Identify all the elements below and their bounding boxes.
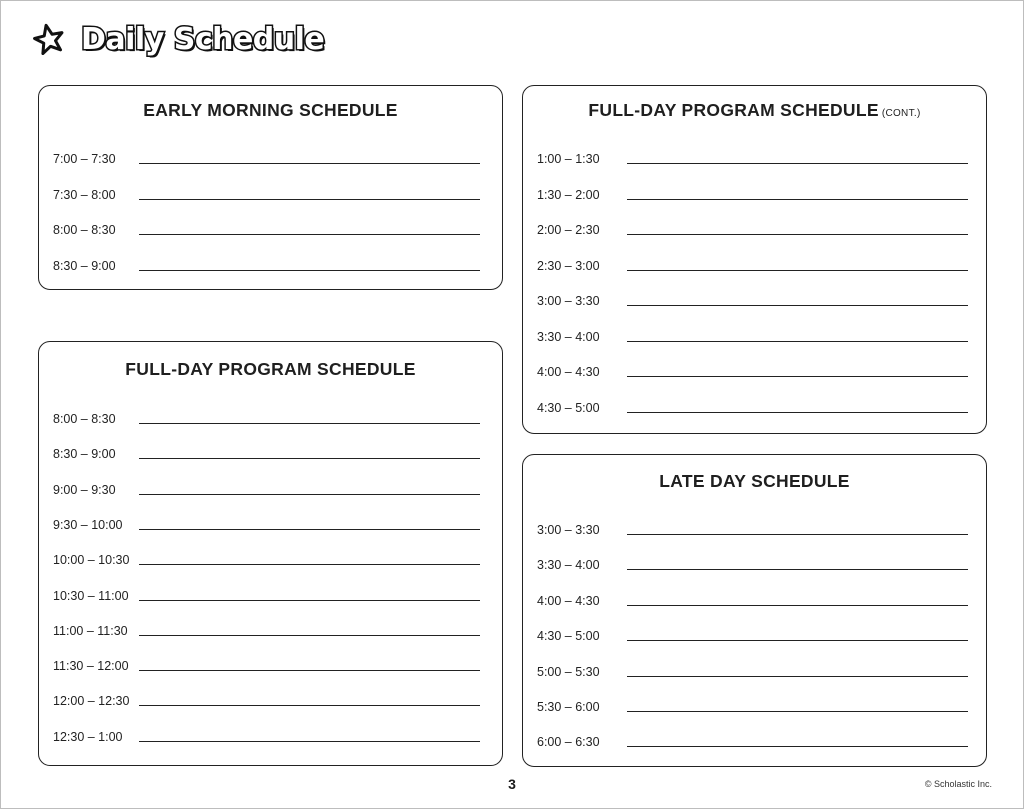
write-in-line[interactable] bbox=[139, 670, 480, 671]
time-slot-label: 3:30 – 4:00 bbox=[537, 329, 600, 344]
time-slot-label: 3:00 – 3:30 bbox=[537, 294, 600, 308]
schedule-row bbox=[39, 447, 502, 467]
write-in-line[interactable] bbox=[139, 635, 480, 636]
write-in-line[interactable] bbox=[139, 564, 480, 565]
schedule-row bbox=[523, 558, 986, 578]
write-in-line[interactable] bbox=[139, 494, 480, 495]
write-in-line[interactable] bbox=[627, 569, 968, 570]
page-header bbox=[33, 18, 324, 60]
time-slot-label: 8:30 – 9:00 bbox=[53, 447, 116, 462]
schedule-row bbox=[39, 624, 502, 644]
star-icon bbox=[33, 23, 65, 55]
write-in-line[interactable] bbox=[627, 305, 968, 306]
early-morning-schedule-box bbox=[38, 85, 503, 290]
time-slot-label: 9:30 – 10:00 bbox=[53, 517, 123, 532]
cont-label: (CONT.) bbox=[881, 108, 921, 119]
write-in-line[interactable] bbox=[627, 534, 968, 535]
time-slot-label: 3:00 – 3:30 bbox=[537, 523, 600, 537]
time-slot-label: 12:30 – 1:00 bbox=[53, 729, 123, 744]
schedule-row bbox=[39, 152, 502, 172]
write-in-line[interactable] bbox=[139, 163, 480, 164]
time-slot-label: 10:30 – 11:00 bbox=[53, 588, 129, 603]
full-day-cont-title-text: FULL-DAY PROGRAM SCHEDULE bbox=[588, 100, 879, 120]
time-slot-label: 4:00 – 4:30 bbox=[537, 365, 600, 379]
late-day-title: LATE DAY SCHEDULE bbox=[659, 471, 850, 491]
schedule-row bbox=[39, 659, 502, 679]
write-in-line[interactable] bbox=[627, 199, 968, 200]
schedule-row bbox=[39, 188, 502, 208]
schedule-row bbox=[523, 594, 986, 614]
write-in-line[interactable] bbox=[627, 746, 968, 747]
schedule-row bbox=[523, 401, 986, 421]
schedule-row bbox=[39, 518, 502, 538]
full-day-schedule-box bbox=[38, 341, 503, 766]
time-slot-label: 4:00 – 4:30 bbox=[537, 593, 600, 608]
time-slot-label: 5:00 – 5:30 bbox=[537, 664, 600, 679]
time-slot-label: 4:30 – 5:00 bbox=[537, 629, 600, 644]
schedule-row bbox=[523, 700, 986, 720]
time-slot-label: 7:30 – 8:00 bbox=[53, 187, 116, 202]
time-slot-label: 4:30 – 5:00 bbox=[537, 400, 600, 415]
schedule-row bbox=[39, 730, 502, 750]
write-in-line[interactable] bbox=[627, 711, 968, 712]
schedule-row bbox=[523, 665, 986, 685]
time-slot-label: 11:00 – 11:30 bbox=[53, 623, 128, 638]
schedule-row bbox=[523, 629, 986, 649]
full-day-title: FULL-DAY PROGRAM SCHEDULE bbox=[125, 359, 416, 379]
schedule-row bbox=[39, 553, 502, 573]
write-in-line[interactable] bbox=[139, 741, 480, 742]
page-number: 3 bbox=[508, 776, 516, 792]
time-slot-label: 2:00 – 2:30 bbox=[537, 223, 600, 237]
write-in-line[interactable] bbox=[139, 423, 480, 424]
write-in-line[interactable] bbox=[627, 376, 968, 377]
write-in-line[interactable] bbox=[139, 270, 480, 271]
schedule-row bbox=[523, 259, 986, 279]
write-in-line[interactable] bbox=[627, 341, 968, 342]
schedule-row bbox=[39, 259, 502, 279]
schedule-row bbox=[39, 483, 502, 503]
schedule-row bbox=[523, 223, 986, 243]
schedule-row bbox=[39, 694, 502, 714]
time-slot-label: 3:30 – 4:00 bbox=[537, 558, 600, 573]
write-in-line[interactable] bbox=[627, 234, 968, 235]
schedule-row bbox=[39, 412, 502, 432]
write-in-line[interactable] bbox=[139, 458, 480, 459]
page-title: Daily Schedule bbox=[81, 21, 325, 57]
write-in-line[interactable] bbox=[139, 600, 480, 601]
write-in-line[interactable] bbox=[139, 529, 480, 530]
time-slot-label: 8:30 – 9:00 bbox=[53, 258, 116, 273]
time-slot-label: 7:00 – 7:30 bbox=[53, 152, 116, 166]
time-slot-label: 8:00 – 8:30 bbox=[53, 412, 116, 426]
write-in-line[interactable] bbox=[139, 234, 480, 235]
write-in-line[interactable] bbox=[139, 705, 480, 706]
time-slot-label: 1:00 – 1:30 bbox=[537, 152, 600, 166]
time-slot-label: 6:00 – 6:30 bbox=[537, 735, 600, 750]
time-slot-label: 5:30 – 6:00 bbox=[537, 700, 600, 714]
schedule-row bbox=[523, 188, 986, 208]
time-slot-label: 1:30 – 2:00 bbox=[537, 187, 600, 202]
write-in-line[interactable] bbox=[627, 676, 968, 677]
write-in-line[interactable] bbox=[627, 163, 968, 164]
schedule-row bbox=[523, 330, 986, 350]
schedule-row bbox=[523, 152, 986, 172]
time-slot-label: 8:00 – 8:30 bbox=[53, 223, 116, 237]
time-slot-label: 12:00 – 12:30 bbox=[53, 694, 130, 709]
time-slot-label: 10:00 – 10:30 bbox=[53, 553, 130, 568]
write-in-line[interactable] bbox=[139, 199, 480, 200]
schedule-row bbox=[523, 294, 986, 314]
copyright: © Scholastic Inc. bbox=[924, 779, 992, 789]
write-in-line[interactable] bbox=[627, 605, 968, 606]
full-day-cont-title bbox=[523, 100, 986, 121]
write-in-line[interactable] bbox=[627, 412, 968, 413]
write-in-line[interactable] bbox=[627, 640, 968, 641]
schedule-row bbox=[39, 589, 502, 609]
schedule-row bbox=[523, 735, 986, 755]
time-slot-label: 2:30 – 3:00 bbox=[537, 258, 600, 273]
full-day-cont-schedule-box bbox=[522, 85, 987, 434]
time-slot-label: 9:00 – 9:30 bbox=[53, 482, 116, 497]
schedule-row bbox=[523, 523, 986, 543]
time-slot-label: 11:30 – 12:00 bbox=[53, 659, 129, 674]
write-in-line[interactable] bbox=[627, 270, 968, 271]
schedule-row bbox=[523, 365, 986, 385]
late-day-schedule-box bbox=[522, 454, 987, 767]
schedule-row bbox=[39, 223, 502, 243]
early-morning-title: EARLY MORNING SCHEDULE bbox=[143, 100, 398, 120]
